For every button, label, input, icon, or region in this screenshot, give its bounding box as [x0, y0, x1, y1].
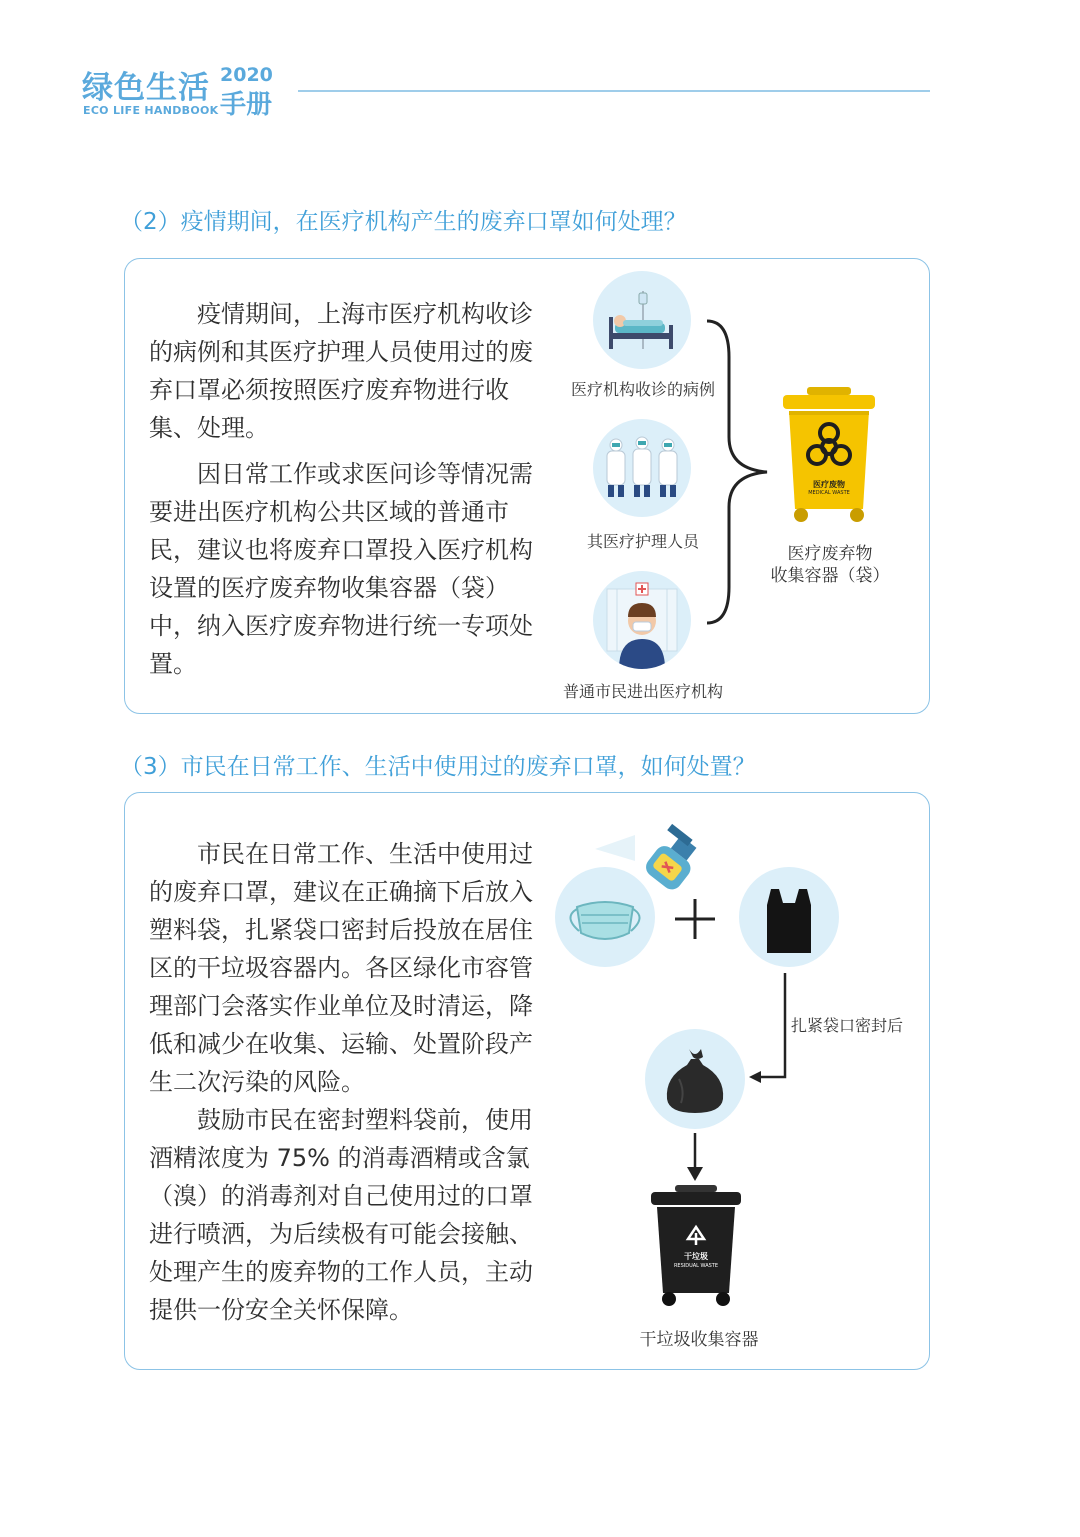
logo-subtitle: ECO LIFE HANDBOOK — [83, 104, 219, 117]
page-header — [82, 62, 942, 122]
section2-panel — [124, 258, 930, 714]
caption-bin-line1: 医疗废弃物 — [787, 544, 873, 564]
section3-panel — [124, 792, 930, 1370]
plus-icon — [673, 897, 717, 941]
caption-citizens: 普通市民进出医疗机构 — [562, 682, 723, 701]
sealed-garbage-bag-icon — [645, 1029, 745, 1129]
down-arrow-icon — [683, 1133, 707, 1183]
logo-title: 绿色生活 — [82, 70, 210, 106]
residual-bin-label-en: RESIDUAL WASTE — [673, 1263, 719, 1269]
disinfectant-spray-icon — [591, 821, 705, 895]
medical-staff-icon — [593, 419, 691, 517]
logo-book: 手册 — [220, 90, 273, 120]
hospital-bed-icon — [593, 271, 691, 369]
grouping-brace — [701, 317, 775, 627]
section2-paragraph-2: 因日常工作或求医问诊等情况需要进出医疗机构公共区域的普通市民，建议也将废弃口罩投入医疗机构设置的医疗废弃物收集容器（袋）中，纳入医疗废弃物进行统一专项处置。 — [149, 460, 533, 678]
caption-staff: 其医疗护理人员 — [586, 532, 699, 551]
header-divider — [298, 90, 930, 92]
medical-waste-bin-icon — [779, 385, 879, 525]
citizen-icon — [593, 571, 691, 669]
caption-seal: 扎紧袋口密封后 — [791, 1016, 904, 1035]
section3-paragraph-2: 鼓励市民在密封塑料袋前，使用酒精浓度为 75% 的消毒酒精或含氯（溴）的消毒剂对自己使用过的口罩进行喷洒，为后续极有可能会接触、处理产生的废弃物的工作人员，主动提供一份安全关怀保障。 — [149, 1106, 533, 1324]
plastic-bag-icon — [739, 867, 839, 967]
seal-arrow-icon — [747, 971, 791, 1091]
medical-bin-label-en: MEDICAL WASTE — [808, 490, 850, 496]
caption-bin-line2: 收集容器（袋） — [770, 566, 890, 586]
section2-paragraph-1: 疫情期间，上海市医疗机构收诊的病例和其医疗护理人员使用过的废弃口罩必须按照医疗废弃物进行收集、处理。 — [149, 300, 533, 442]
section3-heading: （3）市民在日常工作、生活中使用过的废弃口罩，如何处置？ — [120, 754, 756, 780]
section2-heading: （2）疫情期间，在医疗机构产生的废弃口罩如何处理？ — [120, 209, 687, 235]
caption-residual-bin: 干垃圾收集容器 — [639, 1330, 759, 1350]
medical-bin-label: 医疗废物 — [813, 480, 845, 489]
residual-waste-bin-icon — [647, 1183, 745, 1309]
caption-patients: 医疗机构收诊的病例 — [570, 380, 715, 399]
logo-year: 2020 — [220, 64, 273, 86]
residual-bin-label: 干垃圾 — [684, 1252, 708, 1261]
section3-paragraph-1: 市民在日常工作、生活中使用过的废弃口罩，建议在正确摘下后放入塑料袋，扎紧袋口密封后投放在居住区的干垃圾容器内。各区绿化市容管理部门会落实作业单位及时清运，降低和减少在收集、运输、处置阶段产生二次污染的风险。 — [149, 840, 533, 1096]
